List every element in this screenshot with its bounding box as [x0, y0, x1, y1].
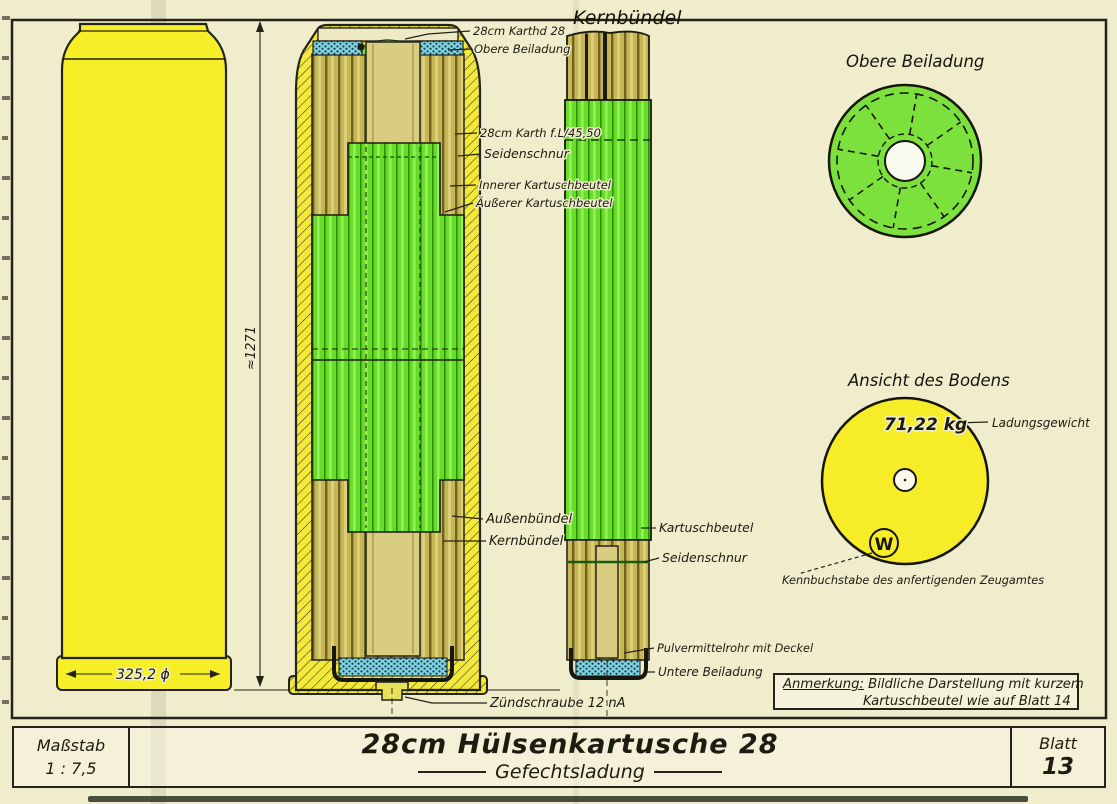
label-untere-beiladung: Untere Beiladung [658, 665, 763, 679]
label-kartuschbeutel: Kartuschbeutel [659, 520, 754, 535]
scale-value: 1 : 7,5 [45, 759, 97, 778]
label-aeusserer-kartuschbeutel: Äußerer Kartuschbeutel [476, 196, 613, 210]
sheet-number-cell [1010, 728, 1104, 786]
title-cell [130, 728, 1010, 786]
top-stick-bundle [567, 32, 649, 100]
annotation-box [773, 673, 1084, 710]
subtitle-dash-left [418, 771, 486, 773]
diameter-dimension-label: 325,2 ϕ [116, 667, 170, 683]
charge-weight-value: 71,22 kg [884, 415, 968, 435]
title-block [12, 726, 1106, 788]
label-seidenschnur-1: Seidenschnur [484, 146, 569, 161]
untere-beiladung [576, 660, 640, 676]
zeugamt-letter: W [874, 535, 894, 555]
zeugamt-letter-label: Kennbuchstabe des anfertigenden Zeugamtes [782, 574, 1045, 587]
sheet-number: 13 [1041, 754, 1074, 780]
charge-weight-label: Ladungsgewicht [992, 416, 1090, 430]
case-lid-section [318, 28, 458, 41]
annotation-line2: Kartuschbeutel wie auf Blatt 14 [863, 693, 1071, 709]
sheet-subtitle-row [418, 761, 722, 783]
label-seidenschnur-2: Seidenschnur [662, 550, 747, 565]
subtitle-dash-right [654, 771, 722, 773]
obere-beiladung-section-left [313, 41, 362, 55]
obere-beiladung-title: Obere Beiladung [846, 52, 985, 71]
kernbuendel-view-title: Kernbündel [573, 7, 682, 29]
boden-title: Ansicht des Bodens [848, 371, 1010, 390]
label-innerer-kartuschbeutel: Innerer Kartuschbeutel [479, 178, 611, 192]
bag-tie-left [358, 44, 365, 51]
annotation-prefix: Anmerkung: [783, 677, 864, 692]
sheet-label: Blatt [1039, 734, 1077, 753]
label-zuendschraube: Zündschraube 12 nA [490, 696, 626, 711]
scale-label: Maßstab [36, 736, 106, 755]
scan-edge-strip [88, 796, 1028, 802]
cross-section-view [289, 25, 487, 716]
label-kernbuendel: Kernbündel [489, 534, 564, 549]
label-karth: 28cm Karth f.L/45,50 [480, 126, 601, 140]
untere-beiladung-section [339, 658, 447, 676]
sheet-title: 28cm Hülsenkartusche 28 [361, 729, 779, 761]
sheet-subtitle: Gefechtsladung [495, 760, 645, 783]
scale-cell [14, 728, 130, 786]
annotation-text1: Bildliche Darstellung mit kurzem [868, 677, 1084, 692]
label-obere-beiladung: Obere Beiladung [474, 42, 571, 56]
kartuschbeutel-cover [565, 100, 651, 540]
obere-beiladung-section-right [414, 41, 463, 55]
obere-beiladung-view [829, 85, 981, 237]
label-pulvermittelrohr: Pulvermittelrohr mit Deckel [657, 642, 814, 655]
label-aussenbuendel: Außenbündel [486, 512, 573, 527]
exterior-view [57, 24, 231, 690]
annotation-line1 [783, 677, 1084, 694]
label-karthd: 28cm Karthd 28 [473, 24, 566, 38]
margin-marks [2, 16, 10, 704]
height-dimension-label: ≈1271 [244, 326, 259, 370]
